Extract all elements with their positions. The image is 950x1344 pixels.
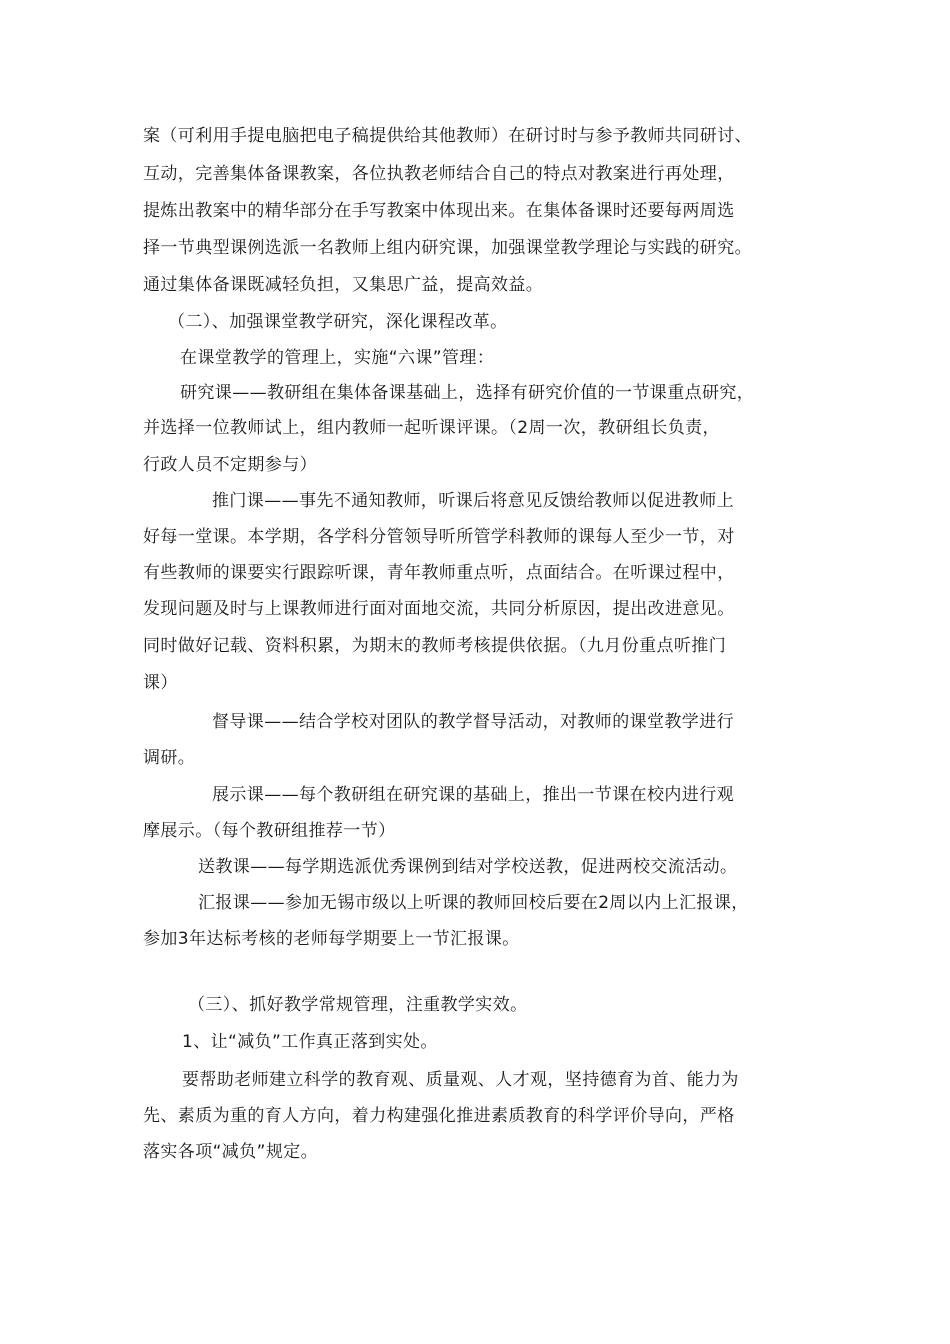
- body-line: 先、素质为重的育人方向，着力构建强化推进素质教育的科学评价导向，严格: [143, 1106, 735, 1126]
- body-line: 落实各项“减负”规定。: [143, 1142, 319, 1162]
- body-line: 发现问题及时与上课教师进行面对面地交流，共同分析原因，提出改进意见。: [143, 599, 735, 619]
- body-line: 有些教师的课要实行跟踪听课，青年教师重点听，点面结合。在听课过程中，: [143, 563, 735, 583]
- body-line: 课）: [143, 673, 178, 693]
- body-line: 择一节典型课例选派一名教师上组内研究课，加强课堂教学理论与实践的研究。: [143, 238, 752, 258]
- body-line: 并选择一位教师试上，组内教师一起听课评课。（2周一次，教研组长负责，: [143, 418, 720, 438]
- subsection-heading: 1、让“减负”工作真正落到实处。: [182, 1032, 438, 1052]
- body-line: 送教课——每学期选派优秀课例到结对学校送教，促进两校交流活动。: [198, 857, 738, 877]
- body-line: 通过集体备课既减轻负担，又集思广益，提高效益。: [143, 275, 544, 295]
- body-line: 提炼出教案中的精华部分在手写教案中体现出来。在集体备课时还要每两周选: [143, 201, 735, 221]
- body-line: 案（可利用手提电脑把电子稿提供给其他教师）在研讨时与参予教师共同研讨、: [143, 126, 752, 146]
- section-heading: （二）、加强课堂教学研究，深化课程改革。: [168, 312, 508, 332]
- section-heading: （三）、抓好教学常规管理，注重教学实效。: [188, 995, 528, 1015]
- body-line: 好每一堂课。本学期，各学科分管领导听所管学科教师的课每人至少一节，对: [143, 527, 735, 547]
- body-line: 研究课——教研组在集体备课基础上，选择有研究价值的一节课重点研究，: [180, 383, 755, 403]
- body-line: 推门课——事先不通知教师，听课后将意见反馈给教师以促进教师上: [212, 491, 734, 511]
- body-line: 调研。: [143, 748, 196, 768]
- body-line: 摩展示。（每个教研组推荐一节）: [143, 821, 396, 841]
- body-line: 展示课——每个教研组在研究课的基础上，推出一节课在校内进行观: [212, 785, 734, 805]
- body-line: 互动，完善集体备课教案，各位执教老师结合自己的特点对教案进行再处理，: [143, 164, 735, 184]
- body-line: 同时做好记载、资料积累，为期末的教师考核提供依据。（九月份重点听推门: [143, 636, 727, 656]
- body-line: 在课堂教学的管理上，实施“六课”管理：: [180, 348, 495, 368]
- body-line: 行政人员不定期参与）: [143, 455, 317, 475]
- body-line: 要帮助老师建立科学的教育观、质量观、人才观，坚持德育为首、能力为: [182, 1070, 739, 1090]
- body-line: 督导课——结合学校对团队的教学督导活动，对教师的课堂教学进行: [212, 712, 734, 732]
- body-line: 汇报课——参加无锡市级以上听课的教师回校后要在2周以内上汇报课，: [198, 893, 749, 913]
- body-line: 参加3年达标考核的老师每学期要上一节汇报课。: [143, 929, 520, 949]
